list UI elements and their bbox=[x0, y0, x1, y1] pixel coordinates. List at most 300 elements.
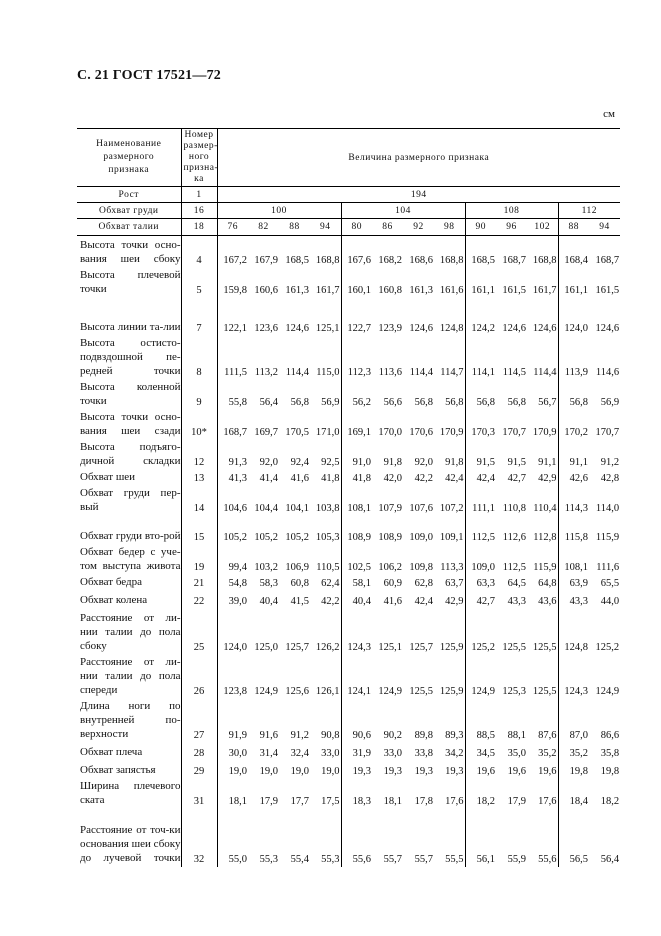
row-value: 126,1 bbox=[315, 685, 340, 697]
row-value: 18,2 bbox=[465, 779, 496, 809]
col-num-header: Номер размер-ного призна-ка bbox=[181, 129, 217, 187]
waist-value: 92 bbox=[403, 219, 434, 236]
row-value: 39,0 bbox=[217, 591, 248, 609]
row-value: 42,9 bbox=[445, 595, 464, 607]
row-value: 103,8 bbox=[315, 502, 340, 514]
row-value: 125,5 bbox=[409, 685, 433, 697]
row-value: 125,5 bbox=[502, 641, 526, 653]
col-value-header: Величина размерного признака bbox=[217, 129, 620, 187]
row-value: 106,9 bbox=[285, 561, 309, 573]
row-num: 5 bbox=[181, 268, 217, 298]
row-value: 91,6 bbox=[259, 729, 278, 741]
row-value: 55,6 bbox=[538, 853, 557, 865]
table-row bbox=[77, 298, 620, 336]
waist-value: 80 bbox=[341, 219, 372, 236]
row-value: 33,8 bbox=[414, 747, 433, 759]
row-num: 25 bbox=[181, 609, 217, 655]
table-row bbox=[77, 236, 620, 268]
row-value: 56,8 bbox=[465, 380, 496, 410]
row-value: 90,2 bbox=[383, 729, 402, 741]
row-value: 103,2 bbox=[254, 561, 278, 573]
row-name: Ширина плечевого ската bbox=[80, 779, 181, 806]
row-value: 170,9 bbox=[439, 426, 464, 438]
row-value: 161,7 bbox=[532, 284, 557, 296]
row-value: 42,2 bbox=[321, 595, 340, 607]
row-num: 14 bbox=[181, 486, 217, 516]
row-value: 55,4 bbox=[290, 853, 309, 865]
row-name: Высота точки осно-вания шеи сзади bbox=[80, 410, 181, 437]
row-value: 19,6 bbox=[507, 765, 526, 777]
row-name: Обхват груди вто-рой bbox=[80, 529, 181, 542]
row-value: 91,8 bbox=[445, 456, 464, 468]
table-row bbox=[77, 743, 620, 761]
row-name: Расстояние от ли-нии талии до пола сбоку bbox=[80, 611, 181, 652]
row-value: 125,5 bbox=[532, 685, 557, 697]
row-value: 18,2 bbox=[600, 795, 620, 807]
row-value: 125,1 bbox=[315, 322, 340, 334]
row-num: 21 bbox=[181, 575, 217, 591]
row-value: 110,8 bbox=[502, 502, 526, 514]
table-row bbox=[77, 761, 620, 779]
row-value: 56,6 bbox=[383, 396, 402, 408]
row-value: 124,8 bbox=[439, 322, 464, 334]
row-value: 124,3 bbox=[341, 609, 372, 655]
row-value: 58,3 bbox=[259, 577, 278, 589]
row-value: 33,0 bbox=[383, 747, 402, 759]
row-name: Расстояние от точ-ки основания шеи сбоку до лучевой точки bbox=[80, 823, 181, 864]
waist-value: 94 bbox=[589, 219, 620, 236]
row-value: 91,2 bbox=[290, 729, 309, 741]
row-value: 114,4 bbox=[409, 366, 433, 378]
row-value: 55,9 bbox=[507, 853, 526, 865]
row-value: 104,6 bbox=[217, 486, 248, 516]
row-num: 7 bbox=[181, 298, 217, 336]
row-value: 55,3 bbox=[321, 853, 340, 865]
row-value: 91,2 bbox=[600, 456, 620, 468]
row-name: Высота подъяго-дичной складки bbox=[80, 440, 181, 467]
row-value: 125,2 bbox=[595, 641, 620, 653]
row-value: 124,6 bbox=[285, 322, 309, 334]
row-name: Обхват бедер с уче-том выступа живота bbox=[80, 545, 181, 572]
row-value: 124,9 bbox=[595, 685, 620, 697]
row-value: 58,1 bbox=[341, 575, 372, 591]
row-value: 64,5 bbox=[507, 577, 526, 589]
row-value: 160,6 bbox=[254, 284, 278, 296]
row-name: Высота линии та-лии bbox=[80, 320, 181, 333]
row-value: 56,5 bbox=[558, 809, 589, 867]
table-row bbox=[77, 516, 620, 545]
row-value: 105,2 bbox=[285, 531, 309, 543]
row-value: 56,7 bbox=[538, 396, 557, 408]
row-value: 161,1 bbox=[465, 268, 496, 298]
row-value: 56,2 bbox=[341, 380, 372, 410]
row-value: 124,6 bbox=[532, 322, 557, 334]
row-value: 54,8 bbox=[217, 575, 248, 591]
row-value: 60,8 bbox=[290, 577, 309, 589]
row-value: 113,9 bbox=[558, 336, 589, 380]
row-value: 63,3 bbox=[465, 575, 496, 591]
row-value: 114,0 bbox=[595, 502, 620, 514]
row-value: 33,0 bbox=[321, 747, 340, 759]
table-row bbox=[77, 655, 620, 699]
waist-value: 102 bbox=[527, 219, 558, 236]
row-value: 109,1 bbox=[439, 531, 464, 543]
row-value: 63,9 bbox=[558, 575, 589, 591]
row-value: 55,5 bbox=[445, 853, 464, 865]
row-value: 35,2 bbox=[538, 747, 557, 759]
row-value: 168,5 bbox=[465, 236, 496, 268]
row-value: 113,6 bbox=[378, 366, 402, 378]
row-value: 124,6 bbox=[595, 322, 620, 334]
row-value: 114,4 bbox=[285, 366, 309, 378]
table-row bbox=[77, 440, 620, 470]
row-value: 43,3 bbox=[558, 591, 589, 609]
row-value: 168,8 bbox=[532, 254, 557, 266]
row-value: 114,3 bbox=[558, 486, 589, 516]
row-value: 35,0 bbox=[507, 747, 526, 759]
row-value: 30,0 bbox=[217, 743, 248, 761]
table-row bbox=[77, 591, 620, 609]
table-row bbox=[77, 380, 620, 410]
row-value: 19,3 bbox=[383, 765, 402, 777]
row-value: 108,9 bbox=[341, 516, 372, 545]
row-value: 88,1 bbox=[507, 729, 526, 741]
row-value: 112,3 bbox=[341, 336, 372, 380]
row-value: 124,1 bbox=[341, 655, 372, 699]
row-num: 19 bbox=[181, 545, 217, 575]
waist-num: 18 bbox=[181, 219, 217, 236]
row-name: Высота остисто-подвздошной пе-редней точки bbox=[80, 336, 181, 377]
row-name: Обхват шеи bbox=[80, 470, 136, 483]
row-value: 62,8 bbox=[414, 577, 433, 589]
row-value: 124,9 bbox=[254, 685, 278, 697]
row-value: 90,8 bbox=[321, 729, 340, 741]
size-table bbox=[77, 128, 620, 867]
row-value: 35,2 bbox=[558, 743, 589, 761]
row-value: 124,3 bbox=[558, 655, 589, 699]
row-value: 99,4 bbox=[217, 545, 248, 575]
waist-value: 82 bbox=[248, 219, 279, 236]
row-value: 18,1 bbox=[217, 779, 248, 809]
row-value: 17,9 bbox=[507, 795, 526, 807]
row-value: 32,4 bbox=[290, 747, 309, 759]
row-value: 113,3 bbox=[440, 561, 464, 573]
row-value: 112,6 bbox=[502, 531, 526, 543]
row-value: 89,8 bbox=[414, 729, 433, 741]
row-value: 125,3 bbox=[502, 685, 526, 697]
row-value: 124,2 bbox=[465, 298, 496, 336]
row-value: 125,5 bbox=[532, 641, 557, 653]
row-value: 170,0 bbox=[378, 426, 402, 438]
row-value: 41,4 bbox=[259, 472, 278, 484]
row-value: 42,2 bbox=[414, 472, 433, 484]
row-value: 91,8 bbox=[383, 456, 402, 468]
row-num: 28 bbox=[181, 743, 217, 761]
row-value: 42,4 bbox=[445, 472, 464, 484]
row-value: 56,9 bbox=[600, 396, 620, 408]
row-value: 170,9 bbox=[532, 426, 557, 438]
row-value: 114,5 bbox=[502, 366, 526, 378]
row-value: 19,8 bbox=[600, 765, 620, 777]
row-name: Обхват бедра bbox=[80, 575, 142, 588]
row-num: 13 bbox=[181, 470, 217, 486]
row-value: 124,6 bbox=[409, 322, 433, 334]
row-value: 170,3 bbox=[465, 410, 496, 440]
row-value: 41,8 bbox=[341, 470, 372, 486]
row-value: 170,7 bbox=[502, 426, 526, 438]
row-value: 115,9 bbox=[533, 561, 557, 573]
row-value: 91,1 bbox=[558, 440, 589, 470]
row-value: 109,8 bbox=[409, 561, 433, 573]
row-value: 86,6 bbox=[600, 729, 620, 741]
row-name: Обхват колена bbox=[80, 593, 148, 606]
row-value: 43,6 bbox=[538, 595, 557, 607]
row-value: 92,4 bbox=[290, 456, 309, 468]
row-num: 29 bbox=[181, 761, 217, 779]
row-value: 42,4 bbox=[465, 470, 496, 486]
row-value: 18,1 bbox=[383, 795, 402, 807]
row-value: 114,7 bbox=[440, 366, 464, 378]
row-value: 88,5 bbox=[465, 699, 496, 743]
row-value: 170,6 bbox=[409, 426, 433, 438]
row-value: 19,3 bbox=[341, 761, 372, 779]
row-value: 114,6 bbox=[595, 366, 620, 378]
row-value: 113,2 bbox=[254, 366, 278, 378]
row-value: 40,4 bbox=[341, 591, 372, 609]
row-value: 112,5 bbox=[465, 516, 496, 545]
row-value: 124,0 bbox=[558, 298, 589, 336]
row-name: Высота точки осно-вания шеи сбоку bbox=[80, 238, 181, 265]
row-value: 109,0 bbox=[465, 545, 496, 575]
row-value: 42,8 bbox=[600, 472, 620, 484]
row-value: 17,6 bbox=[445, 795, 464, 807]
row-value: 17,5 bbox=[321, 795, 340, 807]
row-value: 91,3 bbox=[217, 440, 248, 470]
row-value: 19,6 bbox=[465, 761, 496, 779]
row-name: Обхват запястья bbox=[80, 763, 156, 776]
row-value: 122,7 bbox=[341, 298, 372, 336]
row-value: 125,7 bbox=[285, 641, 309, 653]
row-value: 125,0 bbox=[254, 641, 278, 653]
row-num: 27 bbox=[181, 699, 217, 743]
row-value: 42,0 bbox=[383, 472, 402, 484]
waist-value: 96 bbox=[496, 219, 527, 236]
row-value: 124,9 bbox=[465, 655, 496, 699]
waist-value: 90 bbox=[465, 219, 496, 236]
row-value: 125,9 bbox=[439, 641, 464, 653]
row-value: 42,7 bbox=[465, 591, 496, 609]
row-value: 107,9 bbox=[378, 502, 402, 514]
row-num: 15 bbox=[181, 516, 217, 545]
row-value: 167,6 bbox=[341, 236, 372, 268]
row-value: 89,3 bbox=[445, 729, 464, 741]
table-row bbox=[77, 575, 620, 591]
row-value: 124,8 bbox=[558, 609, 589, 655]
row-name: Обхват груди пер-вый bbox=[80, 486, 181, 513]
row-value: 104,4 bbox=[254, 502, 278, 514]
row-value: 56,8 bbox=[445, 396, 464, 408]
row-value: 168,2 bbox=[378, 254, 402, 266]
row-num: 4 bbox=[181, 236, 217, 268]
row-value: 161,1 bbox=[558, 268, 589, 298]
row-num: 10* bbox=[181, 410, 217, 440]
row-value: 42,4 bbox=[414, 595, 433, 607]
row-value: 87,0 bbox=[558, 699, 589, 743]
row-value: 123,6 bbox=[254, 322, 278, 334]
row-value: 161,5 bbox=[595, 284, 620, 296]
row-num: 12 bbox=[181, 440, 217, 470]
row-value: 44,0 bbox=[600, 595, 620, 607]
waist-value: 86 bbox=[372, 219, 403, 236]
row-value: 42,6 bbox=[558, 470, 589, 486]
page-header: С. 21 ГОСТ 17521—72 bbox=[77, 68, 221, 83]
chest-group: 108 bbox=[465, 203, 558, 219]
row-value: 124,9 bbox=[378, 685, 402, 697]
row-value: 161,5 bbox=[502, 284, 526, 296]
row-value: 170,2 bbox=[558, 410, 589, 440]
waist-label: Обхват талии bbox=[77, 219, 181, 236]
row-value: 111,6 bbox=[596, 561, 620, 573]
row-name: Высота плечевой точки bbox=[80, 268, 181, 295]
chest-label: Обхват груди bbox=[77, 203, 181, 219]
row-value: 56,8 bbox=[290, 396, 309, 408]
row-num: 26 bbox=[181, 655, 217, 699]
row-value: 56,8 bbox=[558, 380, 589, 410]
table-row bbox=[77, 609, 620, 655]
col-name-header: Наименование размерного признака bbox=[77, 129, 181, 187]
row-value: 55,7 bbox=[414, 853, 433, 865]
row-value: 31,9 bbox=[341, 743, 372, 761]
row-value: 55,6 bbox=[341, 809, 372, 867]
row-value: 115,8 bbox=[558, 516, 589, 545]
row-value: 122,1 bbox=[217, 298, 248, 336]
row-value: 19,3 bbox=[414, 765, 433, 777]
row-value: 65,5 bbox=[600, 577, 620, 589]
row-value: 126,2 bbox=[315, 641, 340, 653]
row-value: 41,5 bbox=[290, 595, 309, 607]
waist-value: 76 bbox=[217, 219, 248, 236]
row-value: 108,9 bbox=[378, 531, 402, 543]
row-value: 35,8 bbox=[600, 747, 620, 759]
chest-group: 112 bbox=[558, 203, 620, 219]
row-value: 125,6 bbox=[285, 685, 309, 697]
row-num: 9 bbox=[181, 380, 217, 410]
row-value: 42,7 bbox=[507, 472, 526, 484]
row-value: 56,8 bbox=[414, 396, 433, 408]
row-value: 105,2 bbox=[254, 531, 278, 543]
row-value: 161,3 bbox=[285, 284, 309, 296]
row-value: 18,3 bbox=[341, 779, 372, 809]
row-value: 108,1 bbox=[558, 545, 589, 575]
row-num: 32 bbox=[181, 809, 217, 867]
row-value: 56,4 bbox=[259, 396, 278, 408]
row-value: 167,2 bbox=[217, 236, 248, 268]
row-value: 115,0 bbox=[316, 366, 340, 378]
row-value: 107,2 bbox=[439, 502, 464, 514]
row-value: 169,1 bbox=[341, 410, 372, 440]
row-value: 168,7 bbox=[595, 254, 620, 266]
row-value: 161,6 bbox=[439, 284, 464, 296]
row-num: 22 bbox=[181, 591, 217, 609]
row-value: 19,6 bbox=[538, 765, 557, 777]
row-value: 91,5 bbox=[465, 440, 496, 470]
row-value: 167,9 bbox=[254, 254, 278, 266]
chest-group: 104 bbox=[341, 203, 465, 219]
waist-value: 94 bbox=[310, 219, 341, 236]
row-value: 112,5 bbox=[502, 561, 526, 573]
table-row bbox=[77, 410, 620, 440]
row-value: 168,4 bbox=[558, 236, 589, 268]
table-row bbox=[77, 545, 620, 575]
row-value: 106,2 bbox=[378, 561, 402, 573]
row-value: 87,6 bbox=[538, 729, 557, 741]
row-value: 31,4 bbox=[259, 747, 278, 759]
table-row bbox=[77, 268, 620, 298]
row-value: 34,2 bbox=[445, 747, 464, 759]
height-value: 194 bbox=[217, 187, 620, 203]
row-value: 91,9 bbox=[217, 699, 248, 743]
row-value: 168,7 bbox=[217, 410, 248, 440]
waist-value: 98 bbox=[434, 219, 465, 236]
table-row bbox=[77, 809, 620, 867]
row-value: 41,8 bbox=[321, 472, 340, 484]
row-value: 105,3 bbox=[315, 531, 340, 543]
row-value: 41,6 bbox=[290, 472, 309, 484]
row-value: 104,1 bbox=[285, 502, 309, 514]
row-value: 109,0 bbox=[409, 531, 433, 543]
row-value: 107,6 bbox=[409, 502, 433, 514]
unit-label: см bbox=[603, 108, 615, 120]
row-value: 63,7 bbox=[445, 577, 464, 589]
row-value: 110,5 bbox=[316, 561, 340, 573]
row-value: 124,0 bbox=[217, 609, 248, 655]
row-value: 17,6 bbox=[538, 795, 557, 807]
row-value: 112,8 bbox=[533, 531, 557, 543]
row-value: 92,0 bbox=[414, 456, 433, 468]
row-value: 60,9 bbox=[383, 577, 402, 589]
row-value: 114,4 bbox=[533, 366, 557, 378]
row-value: 41,3 bbox=[217, 470, 248, 486]
row-value: 168,5 bbox=[285, 254, 309, 266]
row-value: 161,3 bbox=[409, 284, 433, 296]
row-value: 168,6 bbox=[409, 254, 433, 266]
row-name: Расстояние от ли-нии талии до пола спереди bbox=[80, 655, 181, 696]
row-value: 115,9 bbox=[595, 531, 620, 543]
row-value: 19,0 bbox=[259, 765, 278, 777]
row-value: 55,7 bbox=[383, 853, 402, 865]
row-value: 17,9 bbox=[259, 795, 278, 807]
row-value: 110,4 bbox=[533, 502, 557, 514]
row-value: 56,4 bbox=[600, 853, 620, 865]
table-row bbox=[77, 336, 620, 380]
row-value: 40,4 bbox=[259, 595, 278, 607]
row-value: 91,5 bbox=[507, 456, 526, 468]
table-row bbox=[77, 470, 620, 486]
row-value: 111,5 bbox=[217, 336, 248, 380]
row-value: 160,8 bbox=[378, 284, 402, 296]
row-value: 102,5 bbox=[341, 545, 372, 575]
row-value: 160,1 bbox=[341, 268, 372, 298]
row-value: 43,3 bbox=[507, 595, 526, 607]
row-value: 56,9 bbox=[321, 396, 340, 408]
table-row bbox=[77, 486, 620, 516]
row-name: Обхват плеча bbox=[80, 745, 143, 758]
row-name: Длина ноги по внутренней по-верхности bbox=[80, 699, 181, 740]
row-value: 92,0 bbox=[259, 456, 278, 468]
row-value: 168,7 bbox=[502, 254, 526, 266]
row-num: 31 bbox=[181, 779, 217, 809]
table-row bbox=[77, 779, 620, 809]
